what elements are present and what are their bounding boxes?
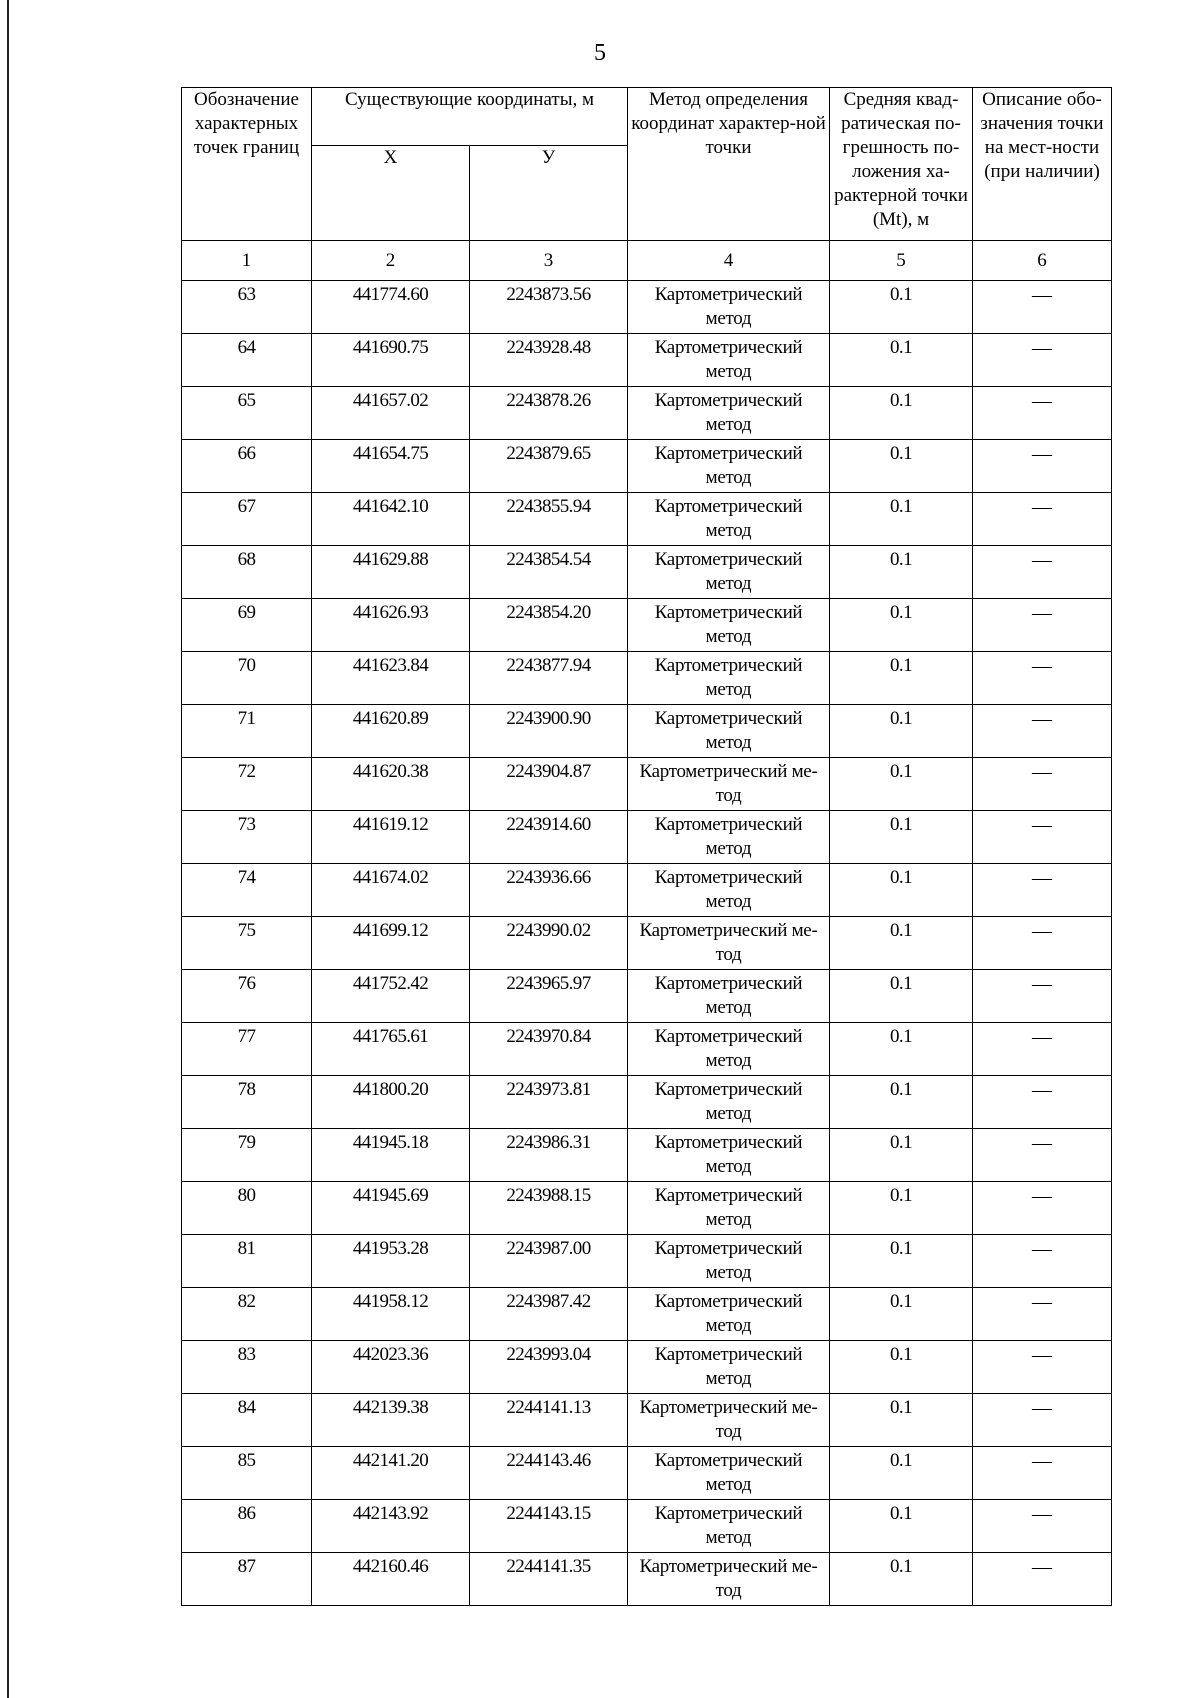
cell-y: 2243986.31 xyxy=(470,1129,628,1182)
cell-error: 0.1 xyxy=(830,440,973,493)
cell-method: Картометрический метод xyxy=(628,1235,830,1288)
cell-x: 441654.75 xyxy=(312,440,470,493)
cell-error: 0.1 xyxy=(830,1288,973,1341)
column-number: 2 xyxy=(312,241,470,281)
cell-y: 2243988.15 xyxy=(470,1182,628,1235)
cell-description: — xyxy=(973,1394,1112,1447)
table-row xyxy=(182,1394,1112,1447)
cell-y: 2243987.00 xyxy=(470,1235,628,1288)
cell-x: 442141.20 xyxy=(312,1447,470,1500)
cell-description: — xyxy=(973,1447,1112,1500)
table-body xyxy=(182,281,1112,1606)
header-y: У xyxy=(470,146,628,241)
table-row xyxy=(182,811,1112,864)
cell-point: 69 xyxy=(182,599,312,652)
column-number: 3 xyxy=(470,241,628,281)
cell-x: 442143.92 xyxy=(312,1500,470,1553)
cell-description: — xyxy=(973,811,1112,864)
cell-method: Картометрический метод xyxy=(628,334,830,387)
cell-method: Картометрический метод xyxy=(628,1023,830,1076)
cell-error: 0.1 xyxy=(830,1076,973,1129)
cell-x: 441619.12 xyxy=(312,811,470,864)
cell-method: Картометрический метод xyxy=(628,1288,830,1341)
cell-point: 72 xyxy=(182,758,312,811)
cell-x: 441958.12 xyxy=(312,1288,470,1341)
cell-description: — xyxy=(973,1288,1112,1341)
cell-description: — xyxy=(973,493,1112,546)
cell-point: 66 xyxy=(182,440,312,493)
table-row xyxy=(182,1288,1112,1341)
cell-method: Картометрический метод xyxy=(628,546,830,599)
cell-y: 2243970.84 xyxy=(470,1023,628,1076)
cell-method: Картометрический метод xyxy=(628,705,830,758)
cell-error: 0.1 xyxy=(830,864,973,917)
cell-y: 2243990.02 xyxy=(470,917,628,970)
cell-description: — xyxy=(973,1235,1112,1288)
cell-method: Картометрический метод xyxy=(628,1341,830,1394)
cell-y: 2243879.65 xyxy=(470,440,628,493)
table-row xyxy=(182,1076,1112,1129)
cell-point: 85 xyxy=(182,1447,312,1500)
cell-description: — xyxy=(973,864,1112,917)
cell-point: 87 xyxy=(182,1553,312,1606)
cell-x: 441657.02 xyxy=(312,387,470,440)
cell-point: 81 xyxy=(182,1235,312,1288)
cell-error: 0.1 xyxy=(830,1023,973,1076)
cell-point: 71 xyxy=(182,705,312,758)
cell-point: 63 xyxy=(182,281,312,334)
cell-description: — xyxy=(973,440,1112,493)
cell-method: Картометрический метод xyxy=(628,281,830,334)
cell-method: Картометрический метод xyxy=(628,1447,830,1500)
cell-method: Картометрический ме-тод xyxy=(628,917,830,970)
table-row xyxy=(182,1129,1112,1182)
table-row xyxy=(182,281,1112,334)
header-existing-coords: Существующие координаты, м xyxy=(312,88,628,146)
cell-point: 84 xyxy=(182,1394,312,1447)
table-row xyxy=(182,970,1112,1023)
cell-y: 2243904.87 xyxy=(470,758,628,811)
cell-method: Картометрический метод xyxy=(628,1182,830,1235)
table-row xyxy=(182,1341,1112,1394)
cell-point: 65 xyxy=(182,387,312,440)
cell-method: Картометрический метод xyxy=(628,864,830,917)
cell-point: 68 xyxy=(182,546,312,599)
cell-description: — xyxy=(973,758,1112,811)
cell-error: 0.1 xyxy=(830,811,973,864)
table-row xyxy=(182,705,1112,758)
cell-error: 0.1 xyxy=(830,1553,973,1606)
cell-point: 74 xyxy=(182,864,312,917)
cell-point: 76 xyxy=(182,970,312,1023)
cell-error: 0.1 xyxy=(830,652,973,705)
table-row xyxy=(182,387,1112,440)
cell-error: 0.1 xyxy=(830,705,973,758)
cell-x: 441629.88 xyxy=(312,546,470,599)
table-row xyxy=(182,652,1112,705)
cell-y: 2243854.54 xyxy=(470,546,628,599)
coordinates-table xyxy=(181,87,1112,1606)
cell-method: Картометрический метод xyxy=(628,440,830,493)
cell-point: 82 xyxy=(182,1288,312,1341)
cell-x: 441674.02 xyxy=(312,864,470,917)
cell-x: 442023.36 xyxy=(312,1341,470,1394)
table-row xyxy=(182,1500,1112,1553)
header-description: Описание обо-значения точки на мест-ности (при наличии) xyxy=(973,88,1112,241)
cell-x: 442160.46 xyxy=(312,1553,470,1606)
header-designation: Обозначение характерных точек границ xyxy=(182,88,312,241)
header-x: Х xyxy=(312,146,470,241)
cell-error: 0.1 xyxy=(830,1129,973,1182)
cell-y: 2243855.94 xyxy=(470,493,628,546)
cell-y: 2244143.15 xyxy=(470,1500,628,1553)
cell-x: 441699.12 xyxy=(312,917,470,970)
cell-y: 2243878.26 xyxy=(470,387,628,440)
cell-point: 70 xyxy=(182,652,312,705)
cell-error: 0.1 xyxy=(830,387,973,440)
cell-error: 0.1 xyxy=(830,917,973,970)
cell-point: 79 xyxy=(182,1129,312,1182)
cell-x: 441945.18 xyxy=(312,1129,470,1182)
cell-y: 2243965.97 xyxy=(470,970,628,1023)
column-number: 1 xyxy=(182,241,312,281)
cell-method: Картометрический ме-тод xyxy=(628,758,830,811)
header-method: Метод определения координат характер-ной точки xyxy=(628,88,830,241)
cell-description: — xyxy=(973,1182,1112,1235)
table-row xyxy=(182,493,1112,546)
cell-y: 2243973.81 xyxy=(470,1076,628,1129)
cell-description: — xyxy=(973,705,1112,758)
cell-y: 2243873.56 xyxy=(470,281,628,334)
cell-error: 0.1 xyxy=(830,1182,973,1235)
cell-y: 2243928.48 xyxy=(470,334,628,387)
cell-description: — xyxy=(973,1129,1112,1182)
cell-x: 441953.28 xyxy=(312,1235,470,1288)
cell-x: 441945.69 xyxy=(312,1182,470,1235)
table-row xyxy=(182,1023,1112,1076)
cell-method: Картометрический метод xyxy=(628,970,830,1023)
cell-method: Картометрический ме-тод xyxy=(628,1394,830,1447)
cell-y: 2244141.13 xyxy=(470,1394,628,1447)
cell-method: Картометрический метод xyxy=(628,652,830,705)
table-row xyxy=(182,1182,1112,1235)
cell-point: 80 xyxy=(182,1182,312,1235)
cell-error: 0.1 xyxy=(830,1447,973,1500)
cell-point: 78 xyxy=(182,1076,312,1129)
cell-method: Картометрический метод xyxy=(628,811,830,864)
cell-y: 2244141.35 xyxy=(470,1553,628,1606)
table-row xyxy=(182,864,1112,917)
table-row xyxy=(182,1553,1112,1606)
cell-point: 73 xyxy=(182,811,312,864)
cell-y: 2243987.42 xyxy=(470,1288,628,1341)
cell-description: — xyxy=(973,387,1112,440)
page-number: 5 xyxy=(594,40,606,66)
cell-error: 0.1 xyxy=(830,334,973,387)
cell-description: — xyxy=(973,1076,1112,1129)
cell-description: — xyxy=(973,1023,1112,1076)
cell-description: — xyxy=(973,546,1112,599)
cell-description: — xyxy=(973,334,1112,387)
column-number: 4 xyxy=(628,241,830,281)
cell-error: 0.1 xyxy=(830,281,973,334)
cell-error: 0.1 xyxy=(830,1500,973,1553)
cell-x: 441774.60 xyxy=(312,281,470,334)
table-header xyxy=(182,88,1112,281)
table-row xyxy=(182,917,1112,970)
cell-y: 2243936.66 xyxy=(470,864,628,917)
cell-point: 86 xyxy=(182,1500,312,1553)
cell-x: 442139.38 xyxy=(312,1394,470,1447)
cell-error: 0.1 xyxy=(830,1394,973,1447)
table-row xyxy=(182,440,1112,493)
cell-point: 83 xyxy=(182,1341,312,1394)
cell-y: 2243877.94 xyxy=(470,652,628,705)
cell-method: Картометрический ме-тод xyxy=(628,1553,830,1606)
cell-x: 441690.75 xyxy=(312,334,470,387)
column-number: 5 xyxy=(830,241,973,281)
cell-description: — xyxy=(973,1341,1112,1394)
cell-error: 0.1 xyxy=(830,493,973,546)
cell-description: — xyxy=(973,599,1112,652)
cell-description: — xyxy=(973,281,1112,334)
table-row xyxy=(182,334,1112,387)
cell-description: — xyxy=(973,917,1112,970)
cell-error: 0.1 xyxy=(830,1341,973,1394)
cell-method: Картометрический метод xyxy=(628,1500,830,1553)
cell-method: Картометрический метод xyxy=(628,493,830,546)
cell-description: — xyxy=(973,652,1112,705)
cell-y: 2243900.90 xyxy=(470,705,628,758)
table-row xyxy=(182,599,1112,652)
cell-y: 2243854.20 xyxy=(470,599,628,652)
table-row xyxy=(182,1447,1112,1500)
table-row xyxy=(182,758,1112,811)
cell-description: — xyxy=(973,1500,1112,1553)
cell-error: 0.1 xyxy=(830,758,973,811)
cell-point: 77 xyxy=(182,1023,312,1076)
cell-x: 441752.42 xyxy=(312,970,470,1023)
cell-y: 2243914.60 xyxy=(470,811,628,864)
cell-x: 441642.10 xyxy=(312,493,470,546)
cell-x: 441800.20 xyxy=(312,1076,470,1129)
header-error: Средняя квад-ратическая по-грешность по-ложения ха-рактерной точки (Mt), м xyxy=(830,88,973,241)
cell-error: 0.1 xyxy=(830,1235,973,1288)
cell-error: 0.1 xyxy=(830,970,973,1023)
cell-point: 67 xyxy=(182,493,312,546)
cell-x: 441765.61 xyxy=(312,1023,470,1076)
cell-error: 0.1 xyxy=(830,546,973,599)
cell-point: 64 xyxy=(182,334,312,387)
cell-x: 441626.93 xyxy=(312,599,470,652)
cell-x: 441623.84 xyxy=(312,652,470,705)
cell-method: Картометрический метод xyxy=(628,599,830,652)
cell-error: 0.1 xyxy=(830,599,973,652)
cell-x: 441620.38 xyxy=(312,758,470,811)
cell-y: 2244143.46 xyxy=(470,1447,628,1500)
page-left-border xyxy=(7,0,9,1698)
table-row xyxy=(182,1235,1112,1288)
cell-x: 441620.89 xyxy=(312,705,470,758)
cell-method: Картометрический метод xyxy=(628,387,830,440)
cell-method: Картометрический метод xyxy=(628,1076,830,1129)
table-row xyxy=(182,546,1112,599)
cell-y: 2243993.04 xyxy=(470,1341,628,1394)
column-number-row xyxy=(182,241,1112,281)
cell-description: — xyxy=(973,970,1112,1023)
cell-method: Картометрический метод xyxy=(628,1129,830,1182)
column-number: 6 xyxy=(973,241,1112,281)
cell-point: 75 xyxy=(182,917,312,970)
cell-description: — xyxy=(973,1553,1112,1606)
